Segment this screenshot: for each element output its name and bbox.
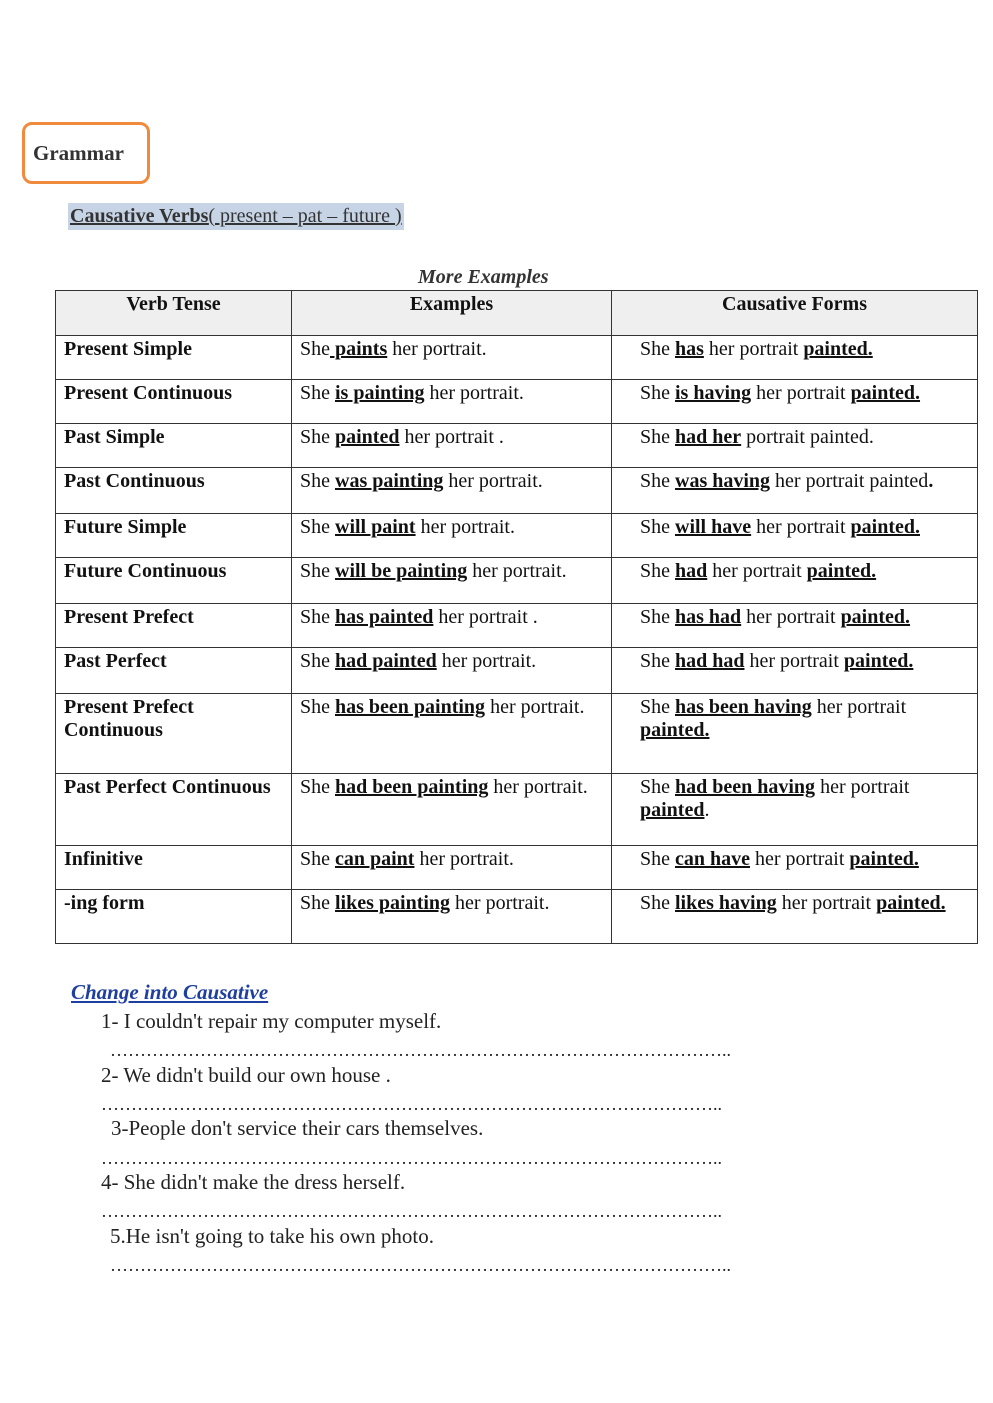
example-cell [292,336,612,380]
highlighted-verb: will be painting [335,560,468,582]
sentence-text: . [704,799,710,821]
exercise-item: 2- We didn't build our own house . [101,1063,391,1087]
table-row [56,648,978,694]
sentence-text: her portrait [741,606,841,628]
causative-form-cell [612,648,978,694]
sentence-text: her portrait. [443,470,543,492]
sentence-text: She [300,338,330,360]
table-row [56,694,978,774]
sentence-text: her portrait. [467,560,567,582]
table-row [56,336,978,380]
topic-heading [68,203,404,230]
highlighted-verb: painted. [850,382,921,404]
example-cell [292,890,612,944]
table-body [56,336,978,944]
table-row [56,890,978,944]
table-row [56,380,978,424]
causative-form-cell [612,468,978,514]
highlighted-verb: painted. [876,892,946,914]
table-row [56,468,978,514]
answer-line[interactable]: ………………………………………………………………………………………….. [101,1094,722,1114]
sentence-text: She [300,606,335,628]
sentence-text: her portrait . [399,426,504,448]
example-cell [292,424,612,468]
sentence-text: her portrait. [436,650,537,672]
table-caption: More Examples [418,266,549,288]
causative-form-cell [612,514,978,558]
sentence-text: her portrait [776,892,877,914]
highlighted-verb: painted. [806,560,877,582]
highlighted-verb: has [675,338,704,360]
verb-tense-cell: -ing form [56,890,292,944]
column-header: Verb Tense [56,291,292,336]
answer-line[interactable]: ………………………………………………………………………………………….. [101,1201,722,1221]
example-cell [292,468,612,514]
highlighted-verb: has had [675,606,742,628]
sentence-text: her portrait painted [770,470,929,492]
highlighted-verb: had [675,560,708,582]
sentence-text: her portrait. [414,848,514,870]
sentence-text: She [300,382,335,404]
highlighted-verb: had had [675,650,745,672]
sentence-text: She [640,426,675,448]
highlighted-verb: had been having [675,776,816,798]
verb-tense-cell: Past Perfect [56,648,292,694]
causative-form-cell [612,604,978,648]
sentence-text: her portrait [751,516,851,538]
table-row [56,424,978,468]
sentence-text: She [640,516,675,538]
answer-line[interactable]: ………………………………………………………………………………………….. [101,1148,722,1168]
sentence-text: portrait painted. [741,426,874,448]
topic-heading-rest: ( present – pat – future ) [208,205,402,227]
answer-line[interactable]: ………………………………………………………………………………………….. [110,1040,731,1060]
sentence-text: her portrait [744,650,844,672]
sentence-text: . [928,470,934,492]
highlighted-verb: has been having [675,696,812,718]
highlighted-verb: painted. [640,719,710,741]
sentence-text: her portrait. [488,776,588,798]
answer-line[interactable]: ………………………………………………………………………………………….. [110,1255,731,1275]
sentence-text: She [640,650,675,672]
verb-tense-cell: Present Simple [56,336,292,380]
exercise-item: 4- She didn't make the dress herself. [101,1170,406,1194]
verb-tense-cell: Infinitive [56,846,292,890]
sentence-text: She [640,338,675,360]
causative-table [55,290,978,944]
sentence-text: She [300,426,335,448]
column-header: Examples [292,291,612,336]
sentence-text: She [300,696,335,718]
causative-form-cell [612,774,978,846]
exercise-item: 3-People don't service their cars themselves. [111,1116,484,1140]
sentence-text: She [640,382,675,404]
column-header: Causative Forms [612,291,978,336]
highlighted-verb: has painted [335,606,434,628]
highlighted-verb: painted [640,799,705,821]
highlighted-verb: had been painting [335,776,489,798]
sentence-text: She [300,848,335,870]
causative-form-cell [612,558,978,604]
sentence-text: She [640,892,675,914]
sentence-text: She [640,696,675,718]
sentence-text: She [640,606,675,628]
verb-tense-cell: Present Prefect [56,604,292,648]
sentence-text: her portrait. [415,516,515,538]
section-label-box [22,122,150,184]
highlighted-verb: painted. [850,516,920,538]
sentence-text: her portrait. [387,338,487,360]
exercise-item: 5.He isn't going to take his own photo. [110,1224,435,1248]
highlighted-verb: will have [675,516,752,538]
highlighted-verb: can have [675,848,750,870]
sentence-text: her portrait. [485,696,585,718]
causative-form-cell [612,336,978,380]
table-header-row [56,291,978,336]
sentence-text: her portrait [707,560,807,582]
sentence-text: She [300,650,335,672]
sentence-text: She [300,892,335,914]
sentence-text: her portrait [750,848,850,870]
sentence-text: She [640,470,675,492]
sentence-text: her portrait [751,382,851,404]
sentence-text: She [640,848,675,870]
example-cell [292,846,612,890]
table-row [56,514,978,558]
example-cell [292,558,612,604]
sentence-text: She [300,470,335,492]
section-label: Grammar [33,140,124,165]
highlighted-verb: painted. [840,606,911,628]
causative-form-cell [612,424,978,468]
highlighted-verb: is having [675,382,752,404]
verb-tense-cell: Past Continuous [56,468,292,514]
example-cell [292,648,612,694]
sentence-text: her portrait [811,696,907,718]
highlighted-verb: painted. [803,338,873,360]
highlighted-verb: was having [675,470,771,492]
sentence-text: her portrait . [433,606,538,628]
table-row [56,604,978,648]
highlighted-verb: can paint [335,848,415,870]
causative-form-cell [612,890,978,944]
sentence-text: She [640,560,675,582]
highlighted-verb: has been painting [335,696,486,718]
highlighted-verb: is painting [335,382,425,404]
highlighted-verb: had painted [335,650,437,672]
topic-heading-bold: Causative Verbs [70,205,209,227]
sentence-text: her portrait [815,776,910,798]
sentence-text: She [300,560,335,582]
verb-tense-cell: Past Simple [56,424,292,468]
table-row [56,846,978,890]
verb-tense-cell: Past Perfect Continuous [56,774,292,846]
highlighted-verb: painted. [849,848,919,870]
sentence-text: her portrait [703,338,804,360]
highlighted-verb: painted. [843,650,914,672]
verb-tense-cell: Present Prefect Continuous [56,694,292,774]
sentence-text: She [640,776,675,798]
highlighted-verb: likes having [675,892,777,914]
sentence-text: She [300,516,335,538]
highlighted-verb: paints [330,338,388,360]
sentence-text: her portrait. [424,382,524,404]
verb-tense-cell: Future Continuous [56,558,292,604]
causative-form-cell [612,694,978,774]
table-row [56,558,978,604]
causative-form-cell [612,846,978,890]
example-cell [292,774,612,846]
highlighted-verb: had her [675,426,742,448]
sentence-text: She [300,776,335,798]
verb-tense-cell: Future Simple [56,514,292,558]
table-row [56,774,978,846]
highlighted-verb: was painting [335,470,444,492]
exercise-item: 1- I couldn't repair my computer myself. [101,1009,442,1033]
highlighted-verb: will paint [335,516,416,538]
example-cell [292,694,612,774]
causative-form-cell [612,380,978,424]
sentence-text: her portrait. [450,892,550,914]
verb-tense-cell: Present Continuous [56,380,292,424]
example-cell [292,604,612,648]
highlighted-verb: likes painting [335,892,451,914]
example-cell [292,380,612,424]
exercise-title: Change into Causative [71,980,269,1004]
highlighted-verb: painted [335,426,400,448]
example-cell [292,514,612,558]
